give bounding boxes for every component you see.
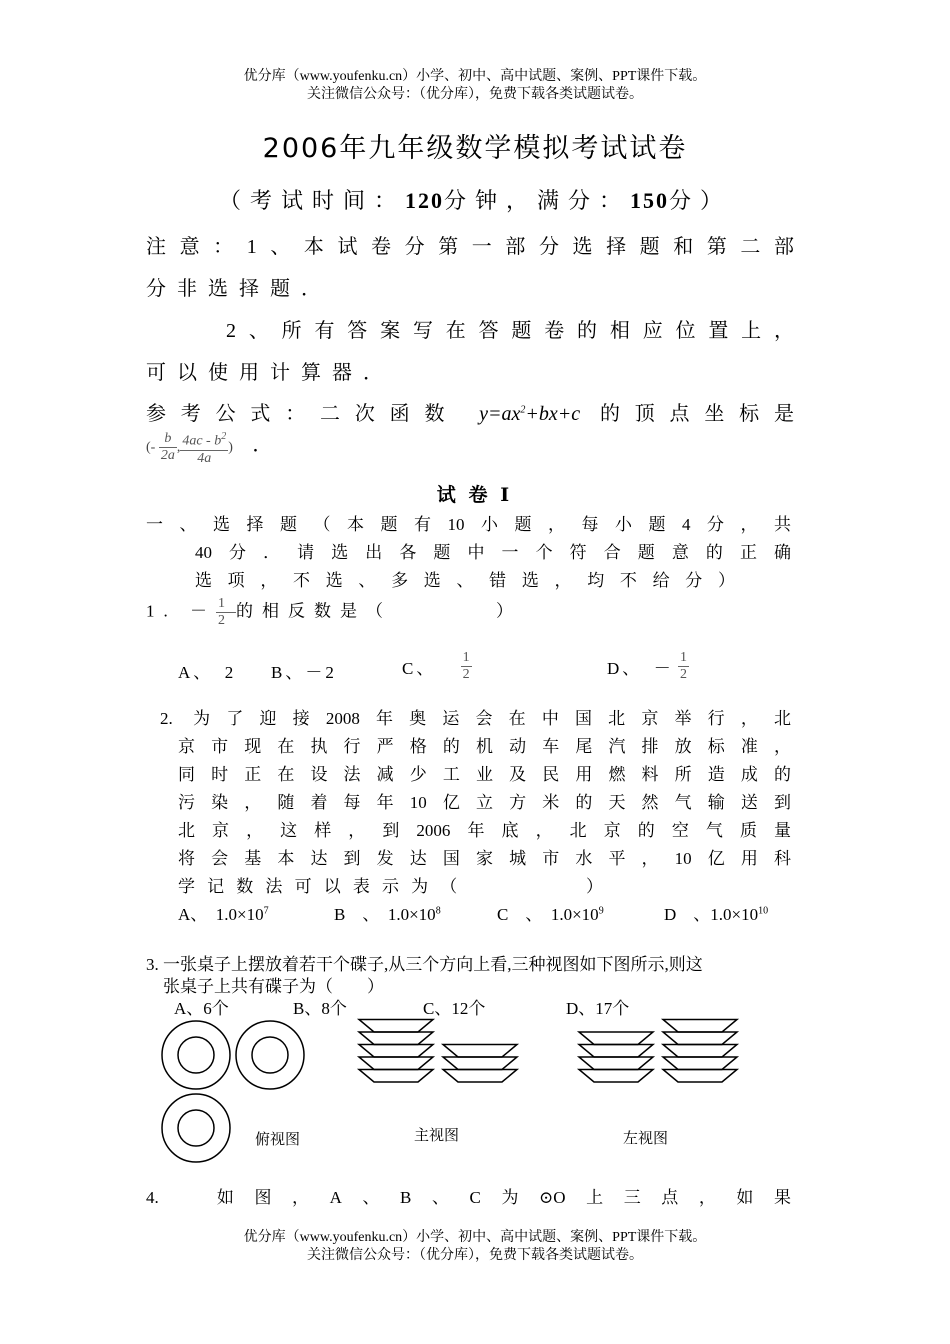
front-view [359,1020,517,1083]
q2-option-a: A、 $1.0\times 10^7$ [178,905,269,924]
q2-line-5: 北京，这样，到2006年底，北京的空气质量 [178,821,791,840]
q2-option-d: D 、$1.0\times 10^{10}$ [664,905,769,924]
label-front-view: 主视图 [414,1128,460,1144]
left-view-stack-2-plate-1 [663,1070,737,1083]
q2-line-6: 将会基本达到发达国家城市水平，10亿用科 [178,849,791,868]
front-view-stack-2-plate-1 [443,1070,517,1083]
vertex-frac-y: $\frac{4ac - b^2}{4a}$ [182,430,227,466]
front-view-stack-1-plate-3 [359,1045,433,1058]
note-1-line-1: 注意：1、本试卷分第一部分选择题和第二部 [146,236,794,258]
subtitle-time: 120 [404,188,444,213]
exam-subtitle [0,184,950,215]
label-top-view: 俯视图 [255,1132,301,1148]
formula-suffix: 的顶点坐标是 [599,403,794,425]
formula-expression: $y=ax^2+bx+c$ [479,403,581,425]
page-title: 2006年九年级数学模拟考试试卷 [262,133,688,164]
note-2-line-1: 2、所有答案写在答题卷的相应位置上， [226,320,794,342]
front-view-stack-2-plate-3 [443,1045,517,1058]
top-view-plate-3-inner [178,1110,214,1146]
left-view [579,1020,737,1083]
note-1-line-2: 分非选择题． [146,278,332,300]
section-instr-2: 40分．请选出各题中一个符合题意的正确 [195,543,791,562]
front-view-stack-1-plate-5 [359,1020,433,1033]
vertex-dot: ． [252,434,273,456]
formula-line [146,397,794,426]
note-2-line-2: 可以使用计算器． [146,362,394,384]
front-view-stack-1-plate-1 [359,1070,433,1083]
q2-line-1: 2. 为了迎接2008年奥运会在中国北京举行，北 [160,709,791,728]
formula-prefix: 参考公式：二次函数 [146,403,460,425]
q3-option-b: B、8个 [293,999,347,1018]
left-view-stack-2-plate-3 [663,1045,737,1058]
left-view-stack-1-plate-3 [579,1045,653,1058]
top-view-plate-1-outer [162,1021,230,1089]
vertex-formula: (- $\frac{b}{2a}$ , $\frac{4ac - b^2}{4a}$ ) ． [146,430,273,466]
footer-line-2: 关注微信公众号：（优分库），免费下载各类试题试卷。 [307,1248,643,1263]
vertex-close: ) [228,440,233,455]
left-view-stack-2-plate-4 [663,1032,737,1045]
q1-option-c: C、 $\frac{1}{2}$ [402,650,470,682]
q2-option-c: C 、 $1.0\times 10^9$ [497,905,604,924]
q1-option-d-fraction: $\frac{1}{2}$ [680,650,688,682]
q2-line-4: 污染，随着每年10亿立方米的天然气输送到 [178,793,791,812]
top-view-plate-2-inner [252,1037,288,1073]
left-view-stack-2-plate-2 [663,1057,737,1070]
subtitle-prefix: （考试时间： [218,188,405,213]
subtitle-suffix: 分） [669,188,732,213]
q3-line-2: 张桌子上共有碟子为（ ） [163,977,384,996]
vertex-frac-x: $\frac{b}{2a}$ [160,431,175,464]
q3-option-c: C、12个 [423,999,486,1018]
section-instr-1: 一、选择题（本题有10小题，每小题4分，共 [146,515,791,534]
question-1 [146,596,522,629]
q1-number: 1. [146,601,177,621]
q1-minus: － [190,601,216,621]
subtitle-mid: 分钟，满分： [443,188,630,213]
q3-option-d: D、17个 [566,999,630,1018]
front-view-stack-2-plate-2 [443,1057,517,1070]
vertex-open: (- [146,440,156,455]
q2-line-3: 同时正在设法减少工业及民用燃料所造成的 [178,765,791,784]
q3-line-1: 3. 一张桌子上摆放着若干个碟子,从三个方向上看,三种视图如下图所示,则这 [146,955,703,974]
q1-option-b: B、－2 [271,663,337,682]
top-view-plate-1-inner [178,1037,214,1073]
left-view-stack-1-plate-1 [579,1070,653,1083]
section-instr-3: 选项，不选、多选、错选，均不给分） [195,571,735,590]
q3-option-a: A、6个 [174,999,229,1018]
q1-fraction: $\frac{1}{2}$ [218,596,234,628]
q1-option-a: A、 2 [178,663,237,682]
top-view-plate-2-outer [236,1021,304,1089]
left-view-stack-1-plate-4 [579,1032,653,1045]
q2-option-b: B 、 $1.0\times 10^8$ [334,905,441,924]
footer-line-1: 优分库（www.youfenku.cn）小学、初中、高中试题、案例、PPT课件下载。 [243,1230,707,1245]
front-view-stack-1-plate-4 [359,1032,433,1045]
front-view-stack-1-plate-2 [359,1057,433,1070]
header-line-2: 关注微信公众号：（优分库），免费下载各类试题试卷。 [307,87,643,102]
q2-line-2: 京市现在执行严格的机动车尾汽排放标准， [178,737,791,756]
q1-option-c-fraction: $\frac{1}{2}$ [462,650,470,682]
header-line-1: 优分库（www.youfenku.cn）小学、初中、高中试题、案例、PPT课件下载。 [243,69,707,84]
left-view-stack-2-plate-5 [663,1020,737,1033]
top-view-plate-3-outer [162,1094,230,1162]
question-4: 4. 如图，A、B、C为⊙O上三点，如果 [146,1188,791,1207]
q1-option-d: D、 － $\frac{1}{2}$ [607,650,688,682]
q1-text: 的相反数是（ ） [236,601,522,621]
label-left-view: 左视图 [623,1131,669,1147]
section-title: 试 卷 Ⅰ [436,485,514,506]
subtitle-score: 150 [630,188,669,213]
left-view-stack-1-plate-2 [579,1057,653,1070]
q2-line-7: 学记数法可以表示为（ ） [178,877,603,896]
